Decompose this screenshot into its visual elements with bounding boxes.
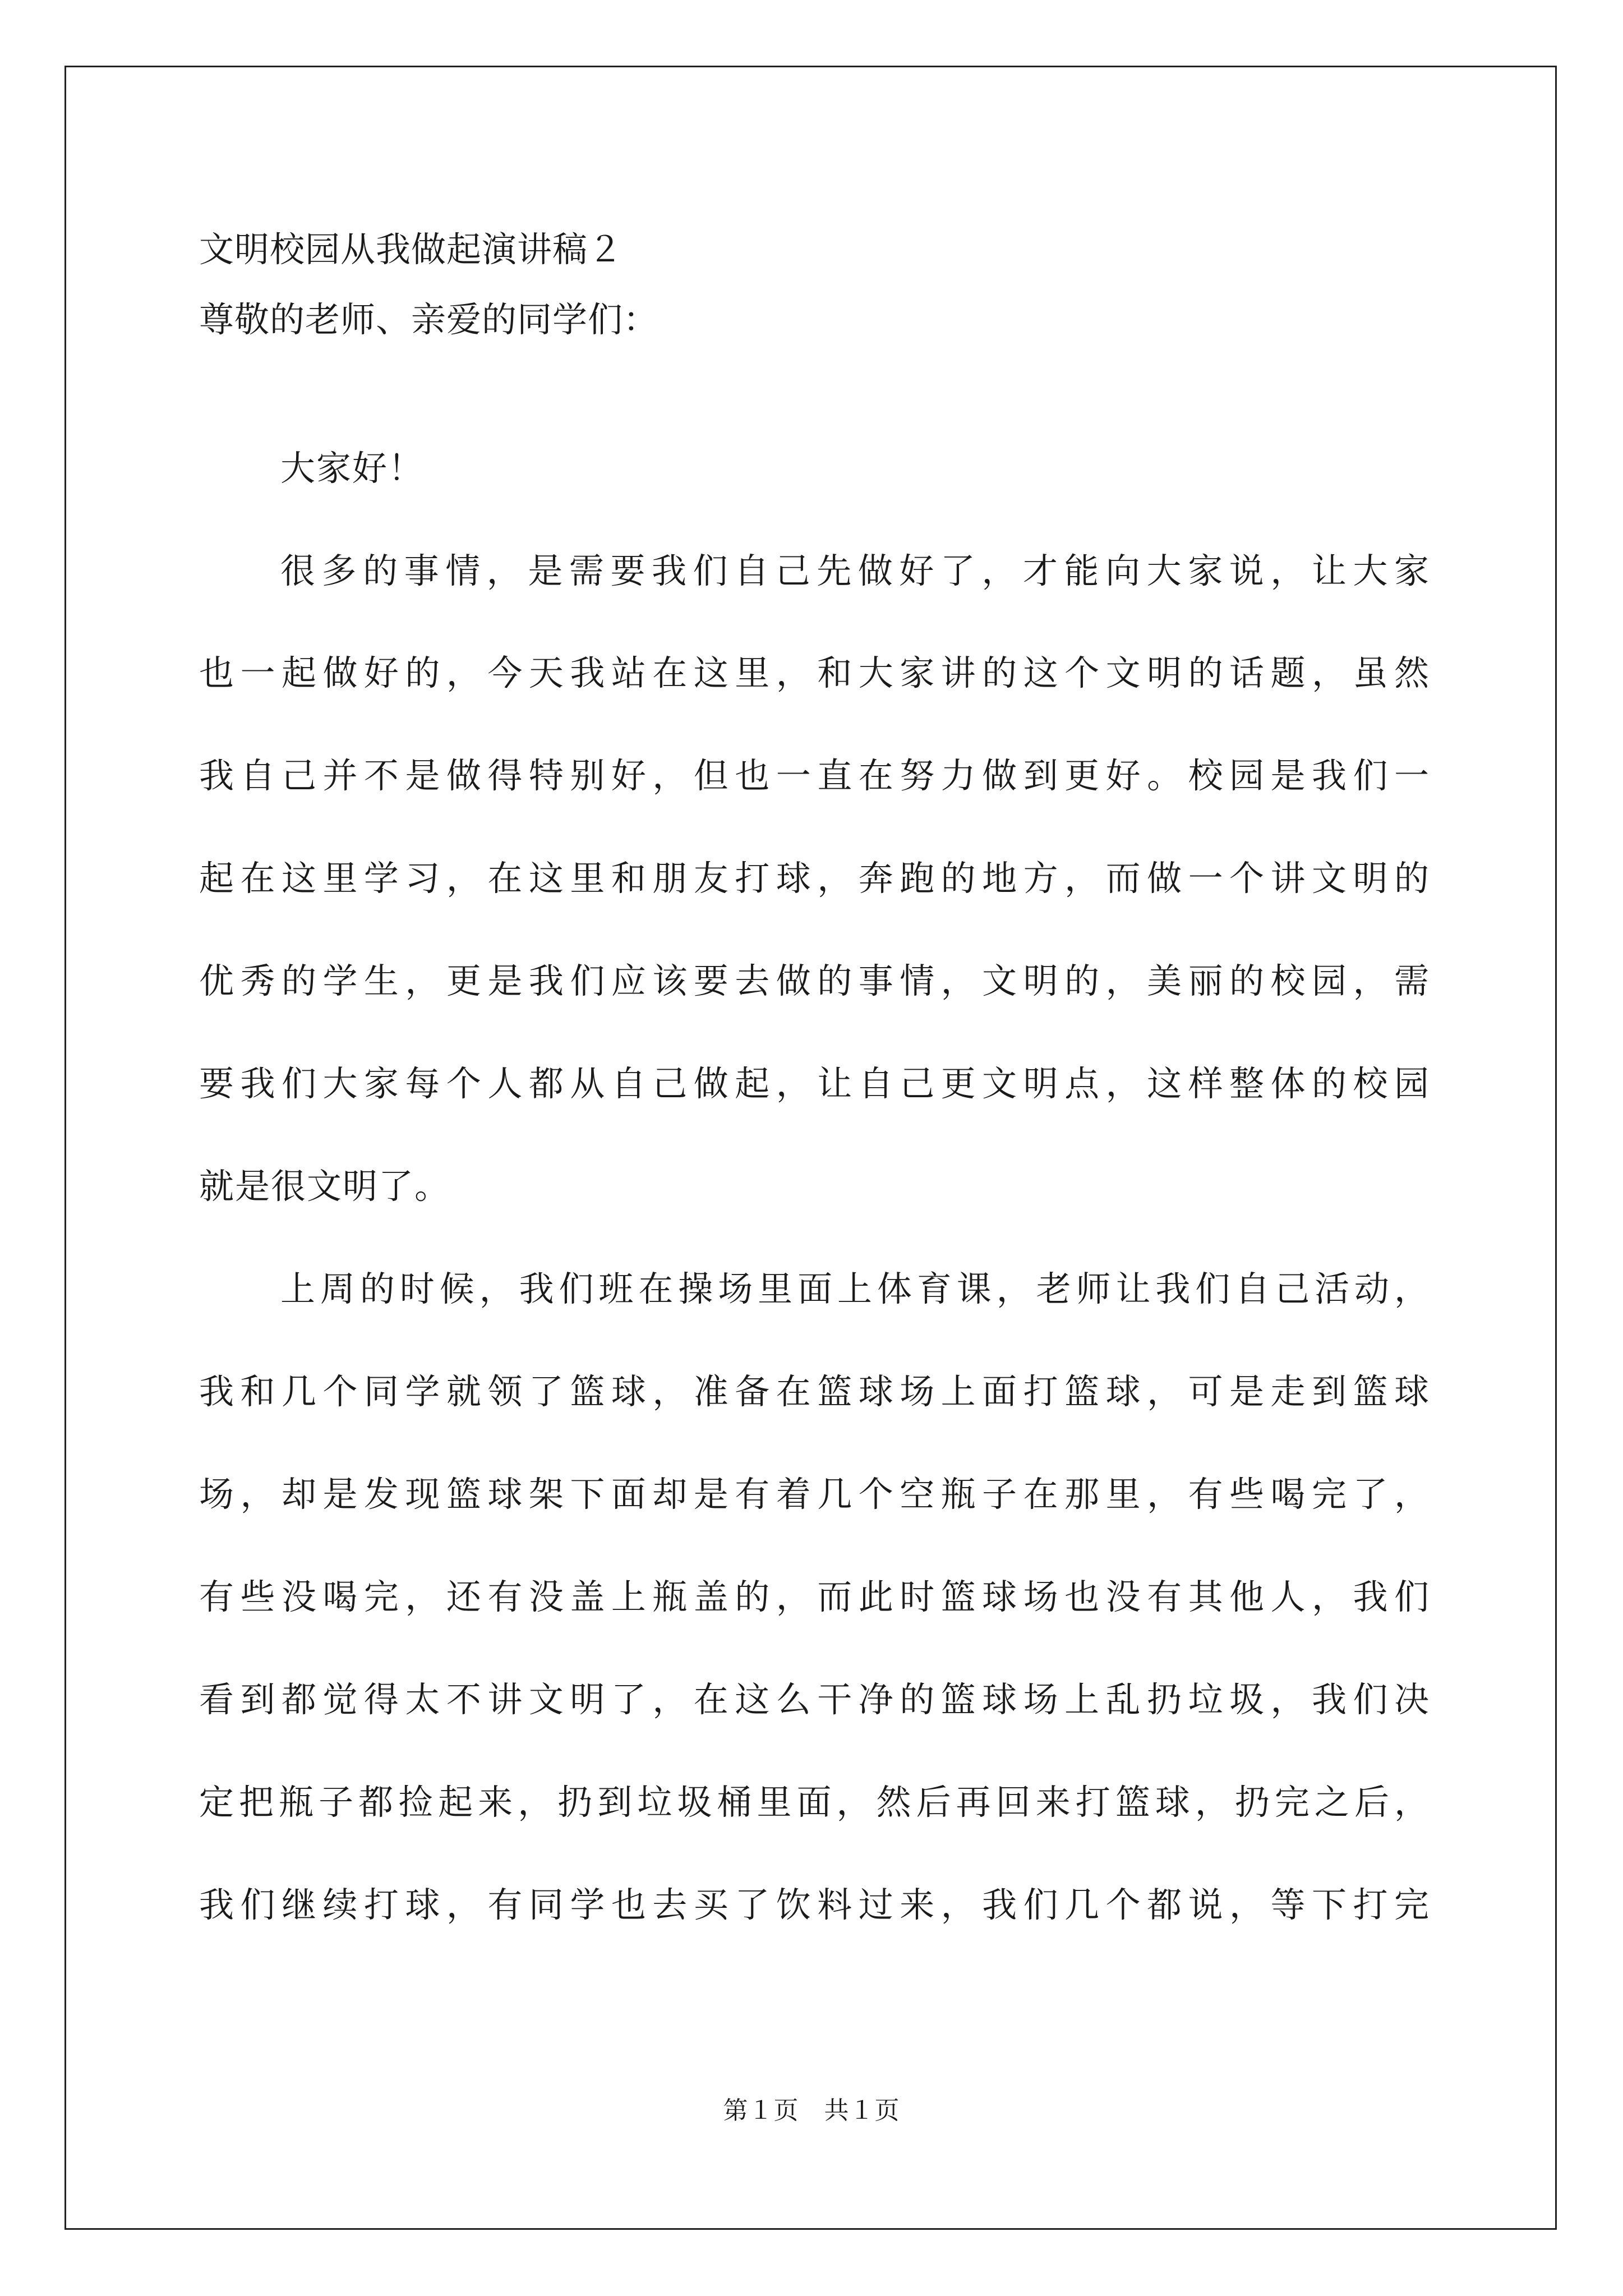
paragraph-1-line: 就是很文明了。: [199, 1166, 451, 1207]
salutation: 尊敬的老师、亲爱的同学们：: [199, 299, 659, 340]
paragraph-1-line: 也一起做好的，今天我站在这里，和大家讲的这个文明的话题，虽然: [199, 652, 1430, 693]
paragraph-2-line: 我们继续打球，有同学也去买了饮料过来，我们几个都说，等下打完: [199, 1884, 1430, 1925]
paragraph-2-line: 上周的时候，我们班在操场里面上体育课，老师让我们自己活动，: [280, 1268, 1430, 1309]
paragraph-1-line: 我自己并不是做得特别好，但也一直在努力做到更好。校园是我们一: [199, 755, 1430, 796]
paragraph-2-line: 看到都觉得太不讲文明了，在这么干净的篮球场上乱扔垃圾，我们决: [199, 1679, 1430, 1720]
paragraph-1-line: 优秀的学生，更是我们应该要去做的事情，文明的，美丽的校园，需: [199, 960, 1430, 1001]
greeting: 大家好！: [280, 448, 425, 489]
paragraph-2-line: 定把瓶子都捡起来，扔到垃圾桶里面，然后再回来打篮球，扔完之后，: [199, 1782, 1430, 1823]
paragraph-2-line: 场，却是发现篮球架下面却是有着几个空瓶子在那里，有些喝完了，: [199, 1474, 1430, 1515]
paragraph-2-line: 我和几个同学就领了篮球，准备在篮球场上面打篮球，可是走到篮球: [199, 1371, 1430, 1412]
paragraph-2-line: 有些没喝完，还有没盖上瓶盖的，而此时篮球场也没有其他人，我们: [199, 1576, 1430, 1617]
paragraph-1-line: 很多的事情，是需要我们自己先做好了，才能向大家说，让大家: [280, 550, 1430, 591]
page-number: 第１页 共１页: [723, 2096, 900, 2125]
paragraph-1-line: 要我们大家每个人都从自己做起，让自己更文明点，这样整体的校园: [199, 1063, 1430, 1104]
document-title: 文明校园从我做起演讲稿２: [199, 229, 624, 270]
paragraph-1-line: 起在这里学习，在这里和朋友打球，奔跑的地方，而做一个讲文明的: [199, 858, 1430, 899]
